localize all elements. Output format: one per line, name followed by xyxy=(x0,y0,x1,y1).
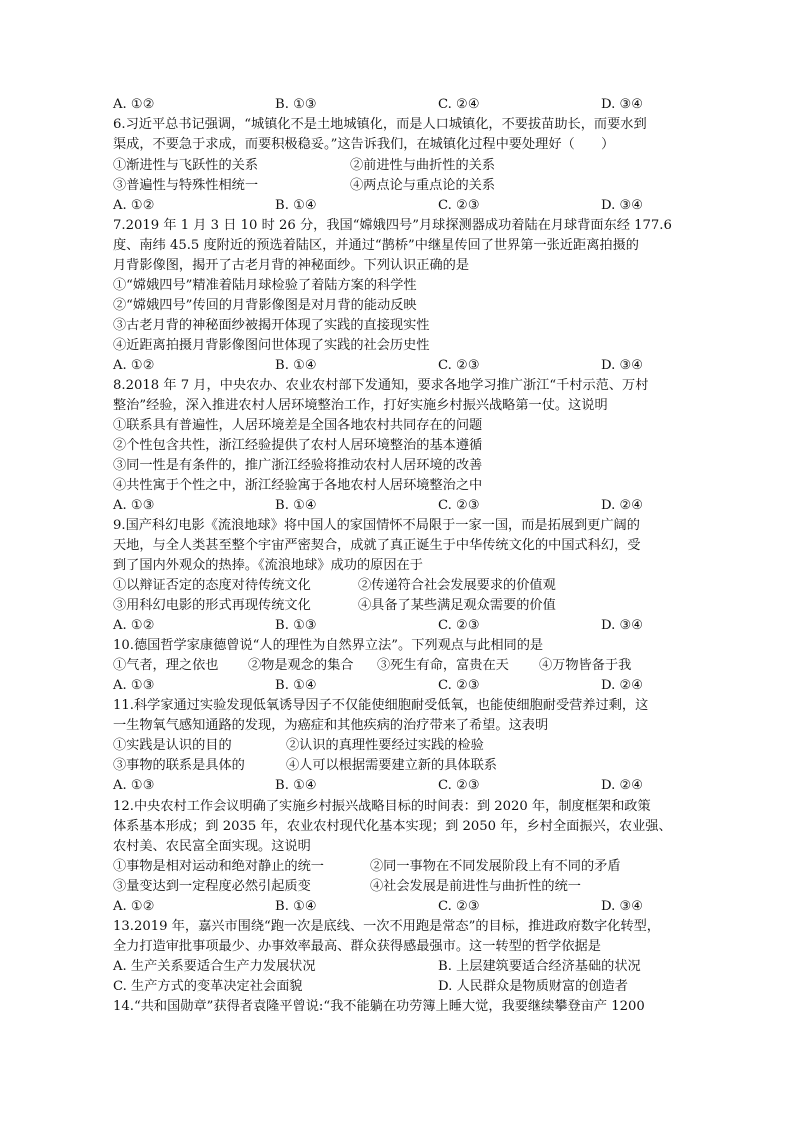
q5-option-a: A. ①② xyxy=(113,97,155,112)
q10-option-d: D. ②④ xyxy=(601,678,644,693)
q11-option-c: C. ②③ xyxy=(438,778,480,793)
q7-item-2: ②“嫦娥四号”传回的月背影像图是对月背的能动反映 xyxy=(113,298,417,313)
q8-options xyxy=(113,496,683,516)
q6-items-row xyxy=(113,176,683,196)
q12-item-3: ③量变达到一定程度必然引起质变 xyxy=(113,879,311,894)
q13-option-d: D. 人民群众是物质财富的创造者 xyxy=(438,979,628,994)
q9-option-b: B. ①③ xyxy=(275,618,317,633)
q9-item-4: ④具备了某些满足观众需要的价值 xyxy=(358,598,556,613)
q11-stem-line: 11.科学家通过实验发现低氧诱导因子不仅能使细胞耐受低氧，也能使细胞耐受营养过剩，这 xyxy=(113,698,649,713)
q6-stem-line: 6.习近平总书记强调，“城镇化不是土地城镇化，而是人口城镇化，不要拔苗助长，而要水到 xyxy=(113,117,647,132)
q12-stem-line: 体系基本形成；到 2035 年，农业农村现代化基本实现；到 2050 年，乡村全面振兴，农业强、 xyxy=(113,819,672,834)
q11-option-b: B. ①④ xyxy=(275,778,317,793)
q6-option-a: A. ①② xyxy=(113,198,155,213)
q5-option-d: D. ③④ xyxy=(601,97,644,112)
q9-option-a: A. ①② xyxy=(113,618,155,633)
q9-item-2: ②传递符合社会发展要求的价值观 xyxy=(358,578,556,593)
q12-options xyxy=(113,897,683,917)
q6-item-2: ②前进性与曲折性的关系 xyxy=(350,158,496,173)
q5-option-b: B. ①③ xyxy=(275,97,317,112)
q11-option-a: A. ①③ xyxy=(113,778,155,793)
q13-stem-line: 全力打造审批事项最少、办事效率最高、群众获得感最强市。这一转型的哲学依据是 xyxy=(113,939,601,954)
q8-option-c: C. ②③ xyxy=(438,498,480,513)
q9-options xyxy=(113,616,683,636)
q8-item-2: ②个性包含共性，浙江经验提供了农村人居环境整治的基本遵循 xyxy=(113,438,483,453)
q7-option-d: D. ③④ xyxy=(601,358,644,373)
q10-item-3: ③死生有命，富贵在天 xyxy=(377,658,509,673)
q13-options-row xyxy=(113,957,683,977)
q12-option-b: B. ①④ xyxy=(275,899,317,914)
q12-item-1: ①事物是相对运动和绝对静止的统一 xyxy=(113,859,324,874)
q12-items-row xyxy=(113,857,683,877)
q11-items-row xyxy=(113,736,683,756)
q12-option-a: A. ①② xyxy=(113,899,155,914)
q11-item-1: ①实践是认识的目的 xyxy=(113,738,232,753)
q10-item-4: ④万物皆备于我 xyxy=(539,658,632,673)
q8-item-4: ④共性寓于个性之中，浙江经验寓于各地农村人居环境整治之中 xyxy=(113,478,483,493)
q8-option-d: D. ②④ xyxy=(601,498,644,513)
q9-stem-line: 9.国产科幻电影《流浪地球》将中国人的家国情怀不局限于一家一国，而是拓展到更广阔的 xyxy=(113,518,640,533)
q8-item-1: ①联系具有普遍性，人居环境差是全国各地农村共同存在的问题 xyxy=(113,418,483,433)
q9-items-row xyxy=(113,576,683,596)
q8-option-a: A. ①③ xyxy=(113,498,155,513)
q10-option-c: C. ②③ xyxy=(438,678,480,693)
q9-option-d: D. ③④ xyxy=(601,618,644,633)
q10-option-a: A. ①③ xyxy=(113,678,155,693)
q12-items-row xyxy=(113,877,683,897)
q12-item-4: ④社会发展是前进性与曲折性的统一 xyxy=(370,879,581,894)
q6-option-c: C. ②③ xyxy=(438,198,480,213)
q7-option-a: A. ①② xyxy=(113,358,155,373)
q11-stem-line: 一生物氧气感知通路的发现，为癌症和其他疾病的治疗带来了希望。这表明 xyxy=(113,718,549,733)
q7-option-c: C. ②③ xyxy=(438,358,480,373)
q10-item-1: ①气者，理之依也 xyxy=(113,658,219,673)
q9-item-3: ③用科幻电影的形式再现传统文化 xyxy=(113,598,311,613)
q12-item-2: ②同一事物在不同发展阶段上有不同的矛盾 xyxy=(370,859,621,874)
q8-option-b: B. ①④ xyxy=(275,498,317,513)
q7-stem-line: 7.2019 年 1 月 3 日 10 时 26 分，我国“嫦娥四号”月球探测器成功着陆在月球背面东经 177.6 xyxy=(113,218,672,233)
q10-options xyxy=(113,676,683,696)
q6-items-row xyxy=(113,156,683,176)
q6-stem-line: 渠成，不要急于求成，而要积极稳妥。”这告诉我们，在城镇化过程中要处理好（ ） xyxy=(113,137,615,152)
q7-options xyxy=(113,356,683,376)
q9-item-1: ①以辩证否定的态度对待传统文化 xyxy=(113,578,311,593)
q13-option-b: B. 上层建筑要适合经济基础的状况 xyxy=(438,959,641,974)
q7-item-1: ①“嫦娥四号”精准着陆月球检验了着陆方案的科学性 xyxy=(113,278,417,293)
q5-options xyxy=(113,95,683,115)
q11-items-row xyxy=(113,756,683,776)
q7-stem-line: 度、南纬 45.5 度附近的预选着陆区，并通过“鹊桥”中继星传回了世界第一张近距离拍摄的 xyxy=(113,238,639,253)
q11-item-2: ②认识的真理性要经过实践的检验 xyxy=(286,738,484,753)
q11-option-d: D. ②④ xyxy=(601,778,644,793)
q12-stem-line: 12.中央农村工作会议明确了实施乡村振兴战略目标的时间表：到 2020 年，制度框架和政策 xyxy=(113,799,651,814)
q10-item-2: ②物是观念的集合 xyxy=(248,658,354,673)
q7-stem-line: 月背影像图，揭开了古老月背的神秘面纱。下列认识正确的是 xyxy=(113,258,470,273)
q5-option-c: C. ②④ xyxy=(438,97,480,112)
q12-option-d: D. ③④ xyxy=(601,899,644,914)
q9-stem-line: 到了国内外观众的热捧。《流浪地球》成功的原因在于 xyxy=(113,558,423,573)
q7-item-3: ③古老月背的神秘面纱被揭开体现了实践的直接现实性 xyxy=(113,318,430,333)
q6-options xyxy=(113,196,683,216)
q6-item-4: ④两点论与重点论的关系 xyxy=(350,178,496,193)
q7-option-b: B. ①④ xyxy=(275,358,317,373)
q11-item-3: ③事物的联系是具体的 xyxy=(113,758,245,773)
q9-stem-line: 天地，与全人类甚至整个宇宙严密契合，成就了真正诞生于中华传统文化的中国式科幻，受 xyxy=(113,538,641,553)
q11-item-4: ④人可以根据需要建立新的具体联系 xyxy=(286,758,497,773)
q13-option-a: A. 生产关系要适合生产力发展状况 xyxy=(113,959,316,974)
q14-stem-line: 14.“共和国勋章”获得者袁隆平曾说:“我不能躺在功劳簿上睡大觉，我要继续攀登亩产 1200 xyxy=(113,999,645,1014)
q6-item-1: ①渐进性与飞跃性的关系 xyxy=(113,158,259,173)
q12-stem-line: 农村美、农民富全面实现。这说明 xyxy=(113,839,311,854)
q13-options-row xyxy=(113,977,683,997)
q10-option-b: B. ①④ xyxy=(275,678,317,693)
q6-item-3: ③普遍性与特殊性相统一 xyxy=(113,178,259,193)
q8-item-3: ③同一性是有条件的，推广浙江经验将推动农村人居环境的改善 xyxy=(113,458,483,473)
q9-option-c: C. ②③ xyxy=(438,618,480,633)
q6-option-b: B. ①④ xyxy=(275,198,317,213)
q13-option-c: C. 生产方式的变革决定社会面貌 xyxy=(113,979,303,994)
q7-item-4: ④近距离拍摄月背影像图问世体现了实践的社会历史性 xyxy=(113,338,430,353)
q9-items-row xyxy=(113,596,683,616)
q8-stem-line: 8.2018 年 7 月，中央农办、农业农村部下发通知，要求各地学习推广浙江“千村示范、万村 xyxy=(113,378,649,393)
q10-stem-line: 10.德国哲学家康德曾说“人的理性为自然界立法”。下列观点与此相同的是 xyxy=(113,638,544,653)
q10-items-row xyxy=(113,656,683,676)
q6-option-d: D. ③④ xyxy=(601,198,644,213)
q11-options xyxy=(113,776,683,796)
q8-stem-line: 整治”经验，深入推进农村人居环境整治工作，打好实施乡村振兴战略第一仗。这说明 xyxy=(113,398,608,413)
q12-option-c: C. ②③ xyxy=(438,899,480,914)
q13-stem-line: 13.2019 年，嘉兴市围绕“跑一次是底线、一次不用跑是常态”的目标，推进政府数字化转型， xyxy=(113,919,660,934)
